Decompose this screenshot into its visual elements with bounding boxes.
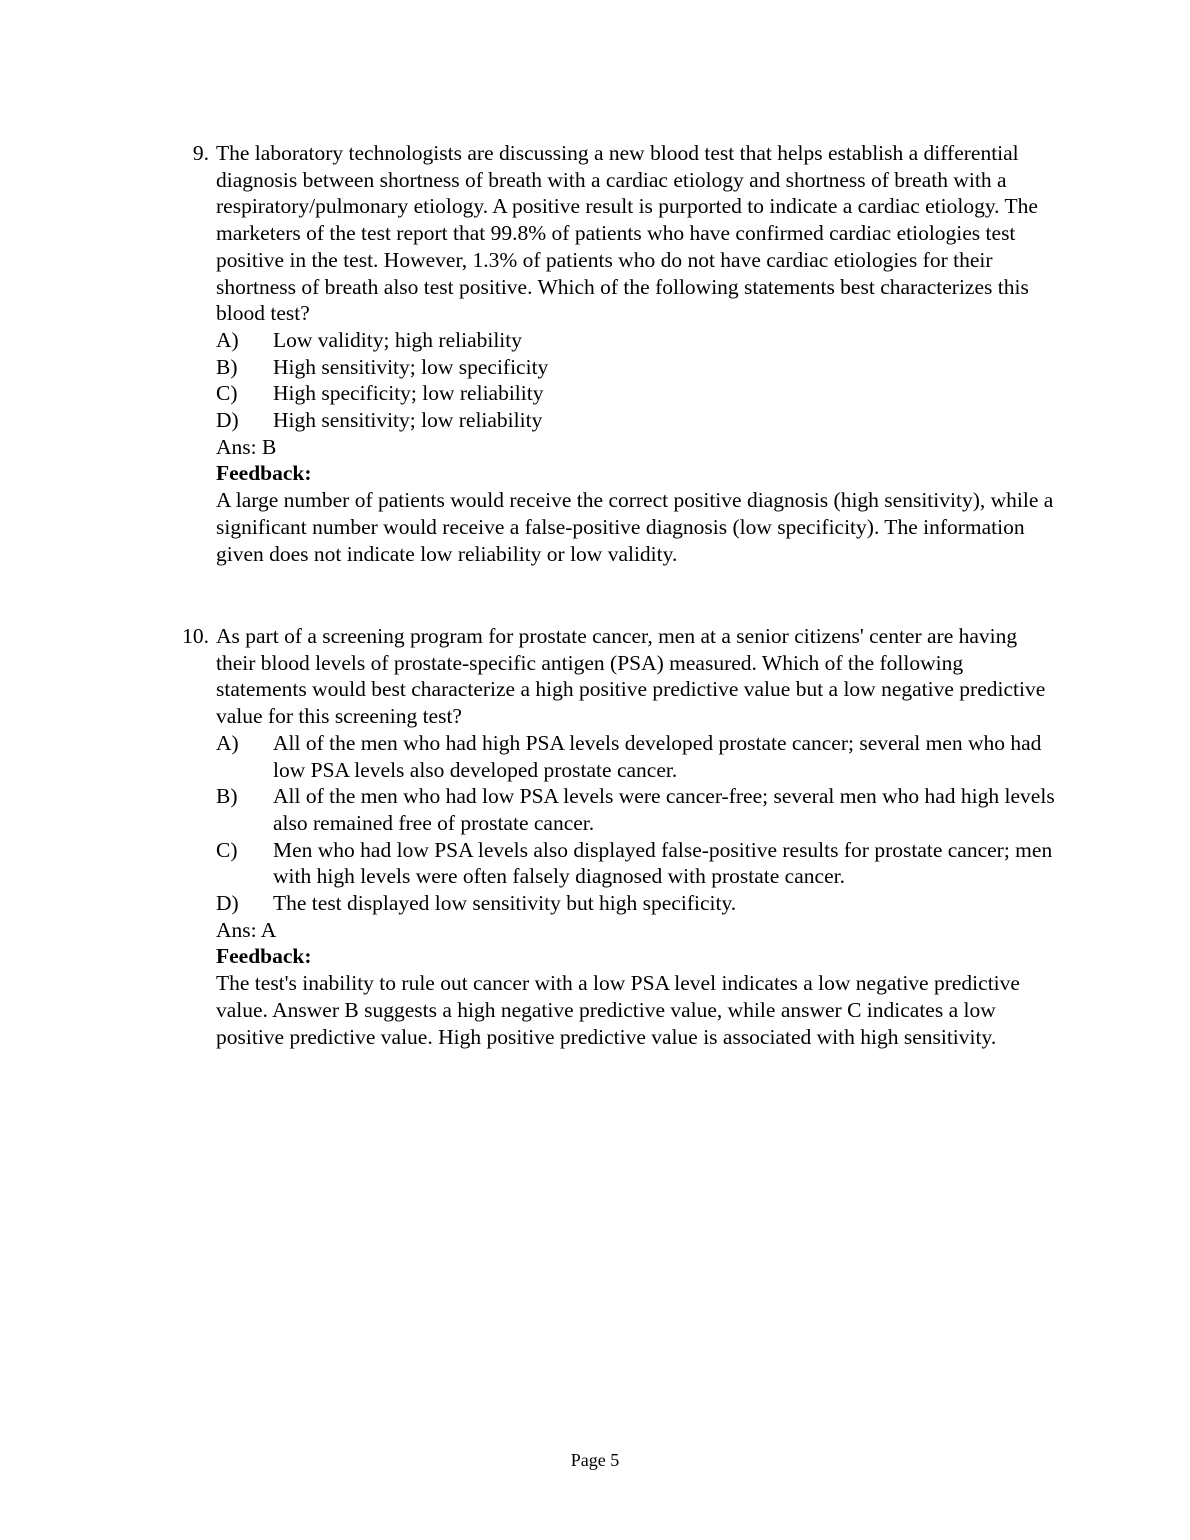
choice-letter: D): [216, 891, 239, 916]
page-footer: [0, 1448, 1190, 1472]
choice-letter: A): [216, 327, 239, 352]
choice-a: [216, 730, 1056, 783]
choice-letter: B): [216, 784, 238, 809]
question-9: [192, 140, 1056, 567]
choice-letter: A): [216, 730, 239, 755]
feedback-heading: Feedback:: [216, 944, 312, 969]
answer-key: Ans: B: [216, 434, 277, 459]
choice-text: All of the men who had high PSA levels developed prostate cancer; several men who had low PSA levels also developed prostate cancer.: [273, 730, 1042, 782]
answer-choices: [216, 327, 1056, 434]
choice-text: The test displayed low sensitivity but high specificity.: [273, 891, 737, 916]
choice-b: [216, 783, 1056, 836]
choice-d: [216, 407, 1056, 434]
choice-letter: C): [216, 837, 238, 862]
feedback-text: The test's inability to rule out cancer with a low PSA level indicates a low negative predictive value. Answer B suggests a high negative predictive value, while answer C indicates a low positive predictive value. High positive predictive value is associated with high sensitivity.: [216, 971, 1020, 1049]
choice-text: High sensitivity; low reliability: [273, 408, 543, 433]
choice-text: High specificity; low reliability: [273, 381, 544, 406]
choice-letter: C): [216, 381, 238, 406]
choice-text: High sensitivity; low specificity: [273, 354, 549, 379]
question-number: 10.: [182, 624, 209, 648]
feedback-text: A large number of patients would receive the correct positive diagnosis (high sensitivity), while a significant number would receive a false-positive diagnosis (low specificity). The information given does not indicate low reliability or low validity.: [216, 488, 1054, 566]
choice-c: [216, 837, 1056, 890]
choice-text: All of the men who had low PSA levels were cancer-free; several men who had high levels also remained free of prostate cancer.: [273, 784, 1055, 835]
page-number: Page 5: [570, 1450, 620, 1470]
question-text: As part of a screening program for prostate cancer, men at a senior citizens' center are having their blood levels of prostate-specific antigen (PSA) measured. Which of the following statements would best characterize a high positive predictive value but a low negative predictive value for this screening test?: [216, 624, 1046, 729]
choice-a: [216, 327, 1056, 354]
question-10: [182, 623, 1056, 1050]
feedback-heading: Feedback:: [216, 461, 312, 486]
choice-d: [216, 890, 1056, 917]
question-text: The laboratory technologists are discussing a new blood test that helps establish a differential diagnosis between shortness of breath with a cardiac etiology and shortness of breath with a respiratory/pulmonary etiology. A positive result is purported to indicate a cardiac etiology. The marketers of the test report that 99.8% of patients who have confirmed cardiac etiologies test positive in the test. However, 1.3% of patients who do not have cardiac etiologies for their shortness of breath also test positive. Which of the following statements best characterizes this blood test?: [216, 141, 1038, 326]
choice-text: Low validity; high reliability: [273, 327, 523, 352]
choice-c: [216, 380, 1056, 407]
question-number: 9.: [192, 141, 209, 165]
choice-letter: D): [216, 408, 239, 433]
choice-letter: B): [216, 354, 238, 379]
choice-text: Men who had low PSA levels also displayed false-positive results for prostate cancer; men with high levels were often falsely diagnosed with prostate cancer.: [273, 837, 1053, 889]
answer-choices: [216, 730, 1056, 917]
choice-b: [216, 354, 1056, 381]
answer-key: Ans: A: [216, 917, 277, 942]
